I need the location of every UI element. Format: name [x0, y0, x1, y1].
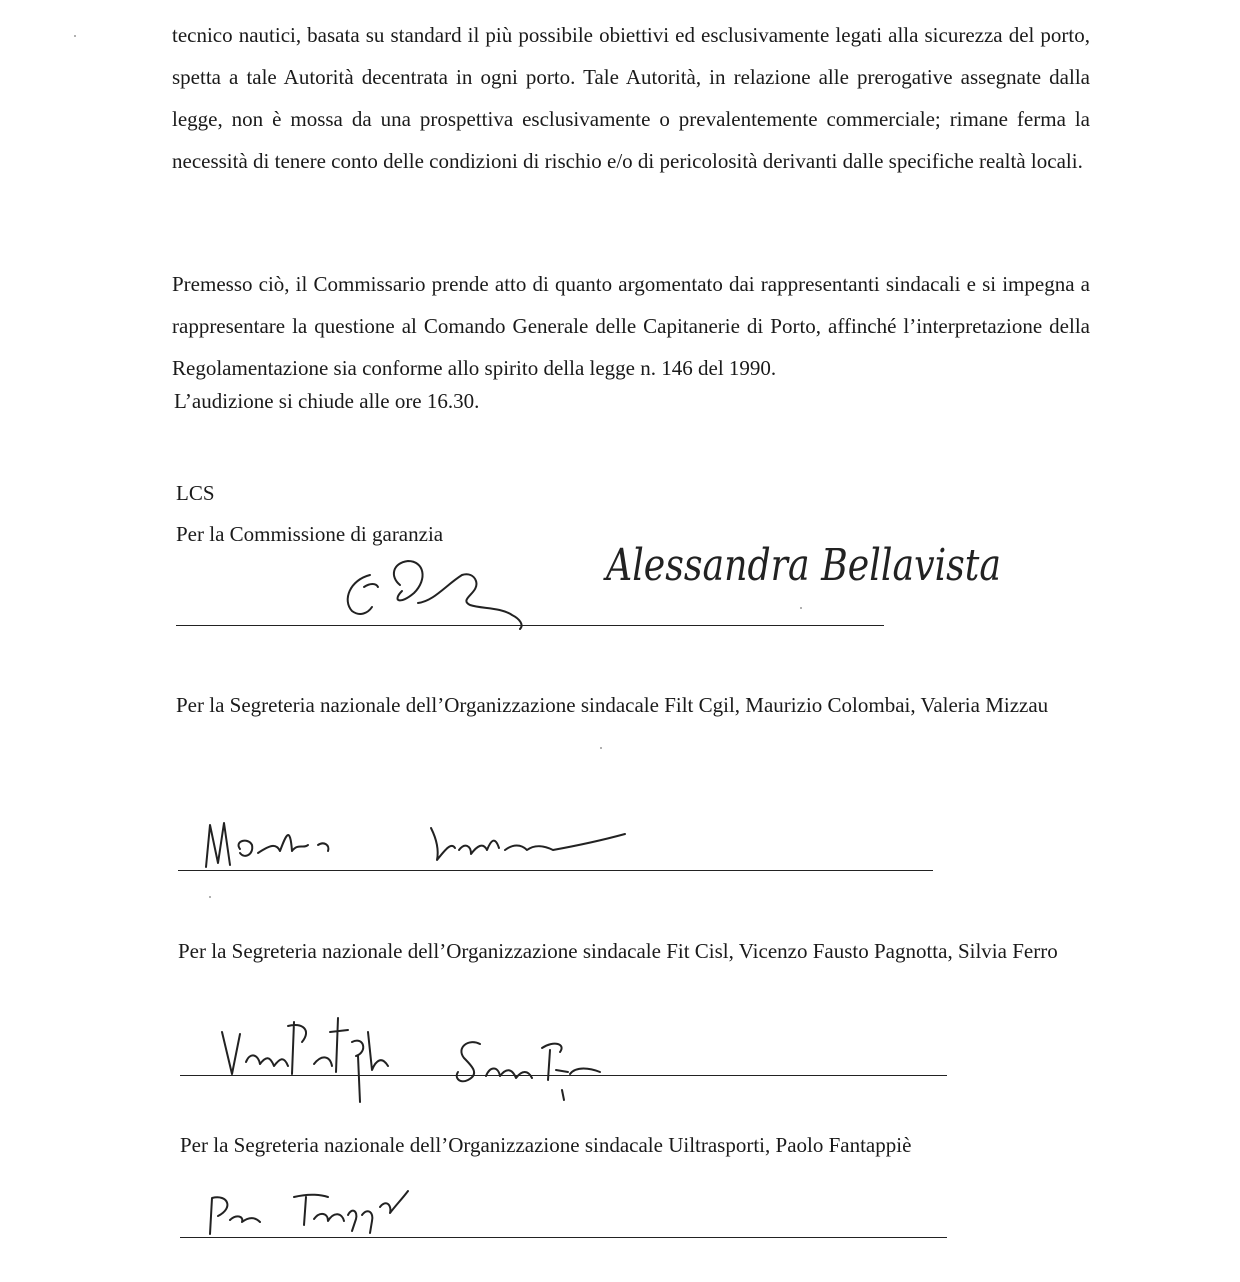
signature-line-commission [176, 625, 884, 626]
commission-label: Per la Commissione di garanzia [176, 522, 444, 546]
scan-speck [600, 747, 602, 749]
signature-mizzau [425, 820, 635, 875]
body-paragraph-2: Premesso ciò, il Commissario prende atto di quanto argomentato dai rappresentanti sindacali e si impegna a rappresentare la questione al Comando Generale delle Capitanerie di Porto, affinché l’interpretazione della Regolamentazione sia conforme allo spirito della legge n. 146 del 1990. [172, 272, 1090, 380]
closing-line: L’audizione si chiude alle ore 16.30. [174, 389, 480, 413]
signature-paolo [200, 1190, 270, 1240]
signature-pagnotta [218, 1012, 403, 1107]
filt-cgil-label: Per la Segreteria nazionale dell’Organizzazione sindacale Filt Cgil, Maurizio Colombai, Valeria Mizzau [176, 693, 1049, 717]
signature-line-filt-cgil [178, 870, 933, 871]
scan-speck [74, 35, 76, 37]
signature-text: Alessandra Bellavista [602, 540, 1001, 591]
uiltrasporti-label: Per la Segreteria nazionale dell’Organizzazione sindacale Uiltrasporti, Paolo Fantappiè [180, 1133, 912, 1157]
signature-ferro [450, 1030, 615, 1100]
signature-commission-1 [330, 545, 540, 630]
scan-speck [800, 607, 802, 609]
signature-line-uiltrasporti [180, 1237, 947, 1238]
initials: LCS [176, 481, 215, 505]
signature-fantappie [288, 1185, 413, 1235]
signature-commission-2 [600, 525, 1010, 600]
body-paragraph-1: tecnico nautici, basata su standard il più possibile obiettivi ed esclusivamente legati alla sicurezza del porto, spetta a tale Autorità decentrata in ogni porto. Tale Autorità, in relazione alle prerogative assegnate dalla legge, non è mossa da una prospettiva esclusivamente o prevalentemente commerciale; rimane ferma la necessità di tenere conto delle condizioni di rischio e/o di pericolosità derivanti dalle specifiche realtà locali. [172, 23, 1090, 173]
signature-colombai [200, 815, 380, 875]
fit-cisl-label: Per la Segreteria nazionale dell’Organizzazione sindacale Fit Cisl, Vicenzo Fausto Pagnotta, Silvia Ferro [178, 939, 1058, 963]
scan-speck [209, 896, 211, 898]
signature-line-fit-cisl [180, 1075, 947, 1076]
